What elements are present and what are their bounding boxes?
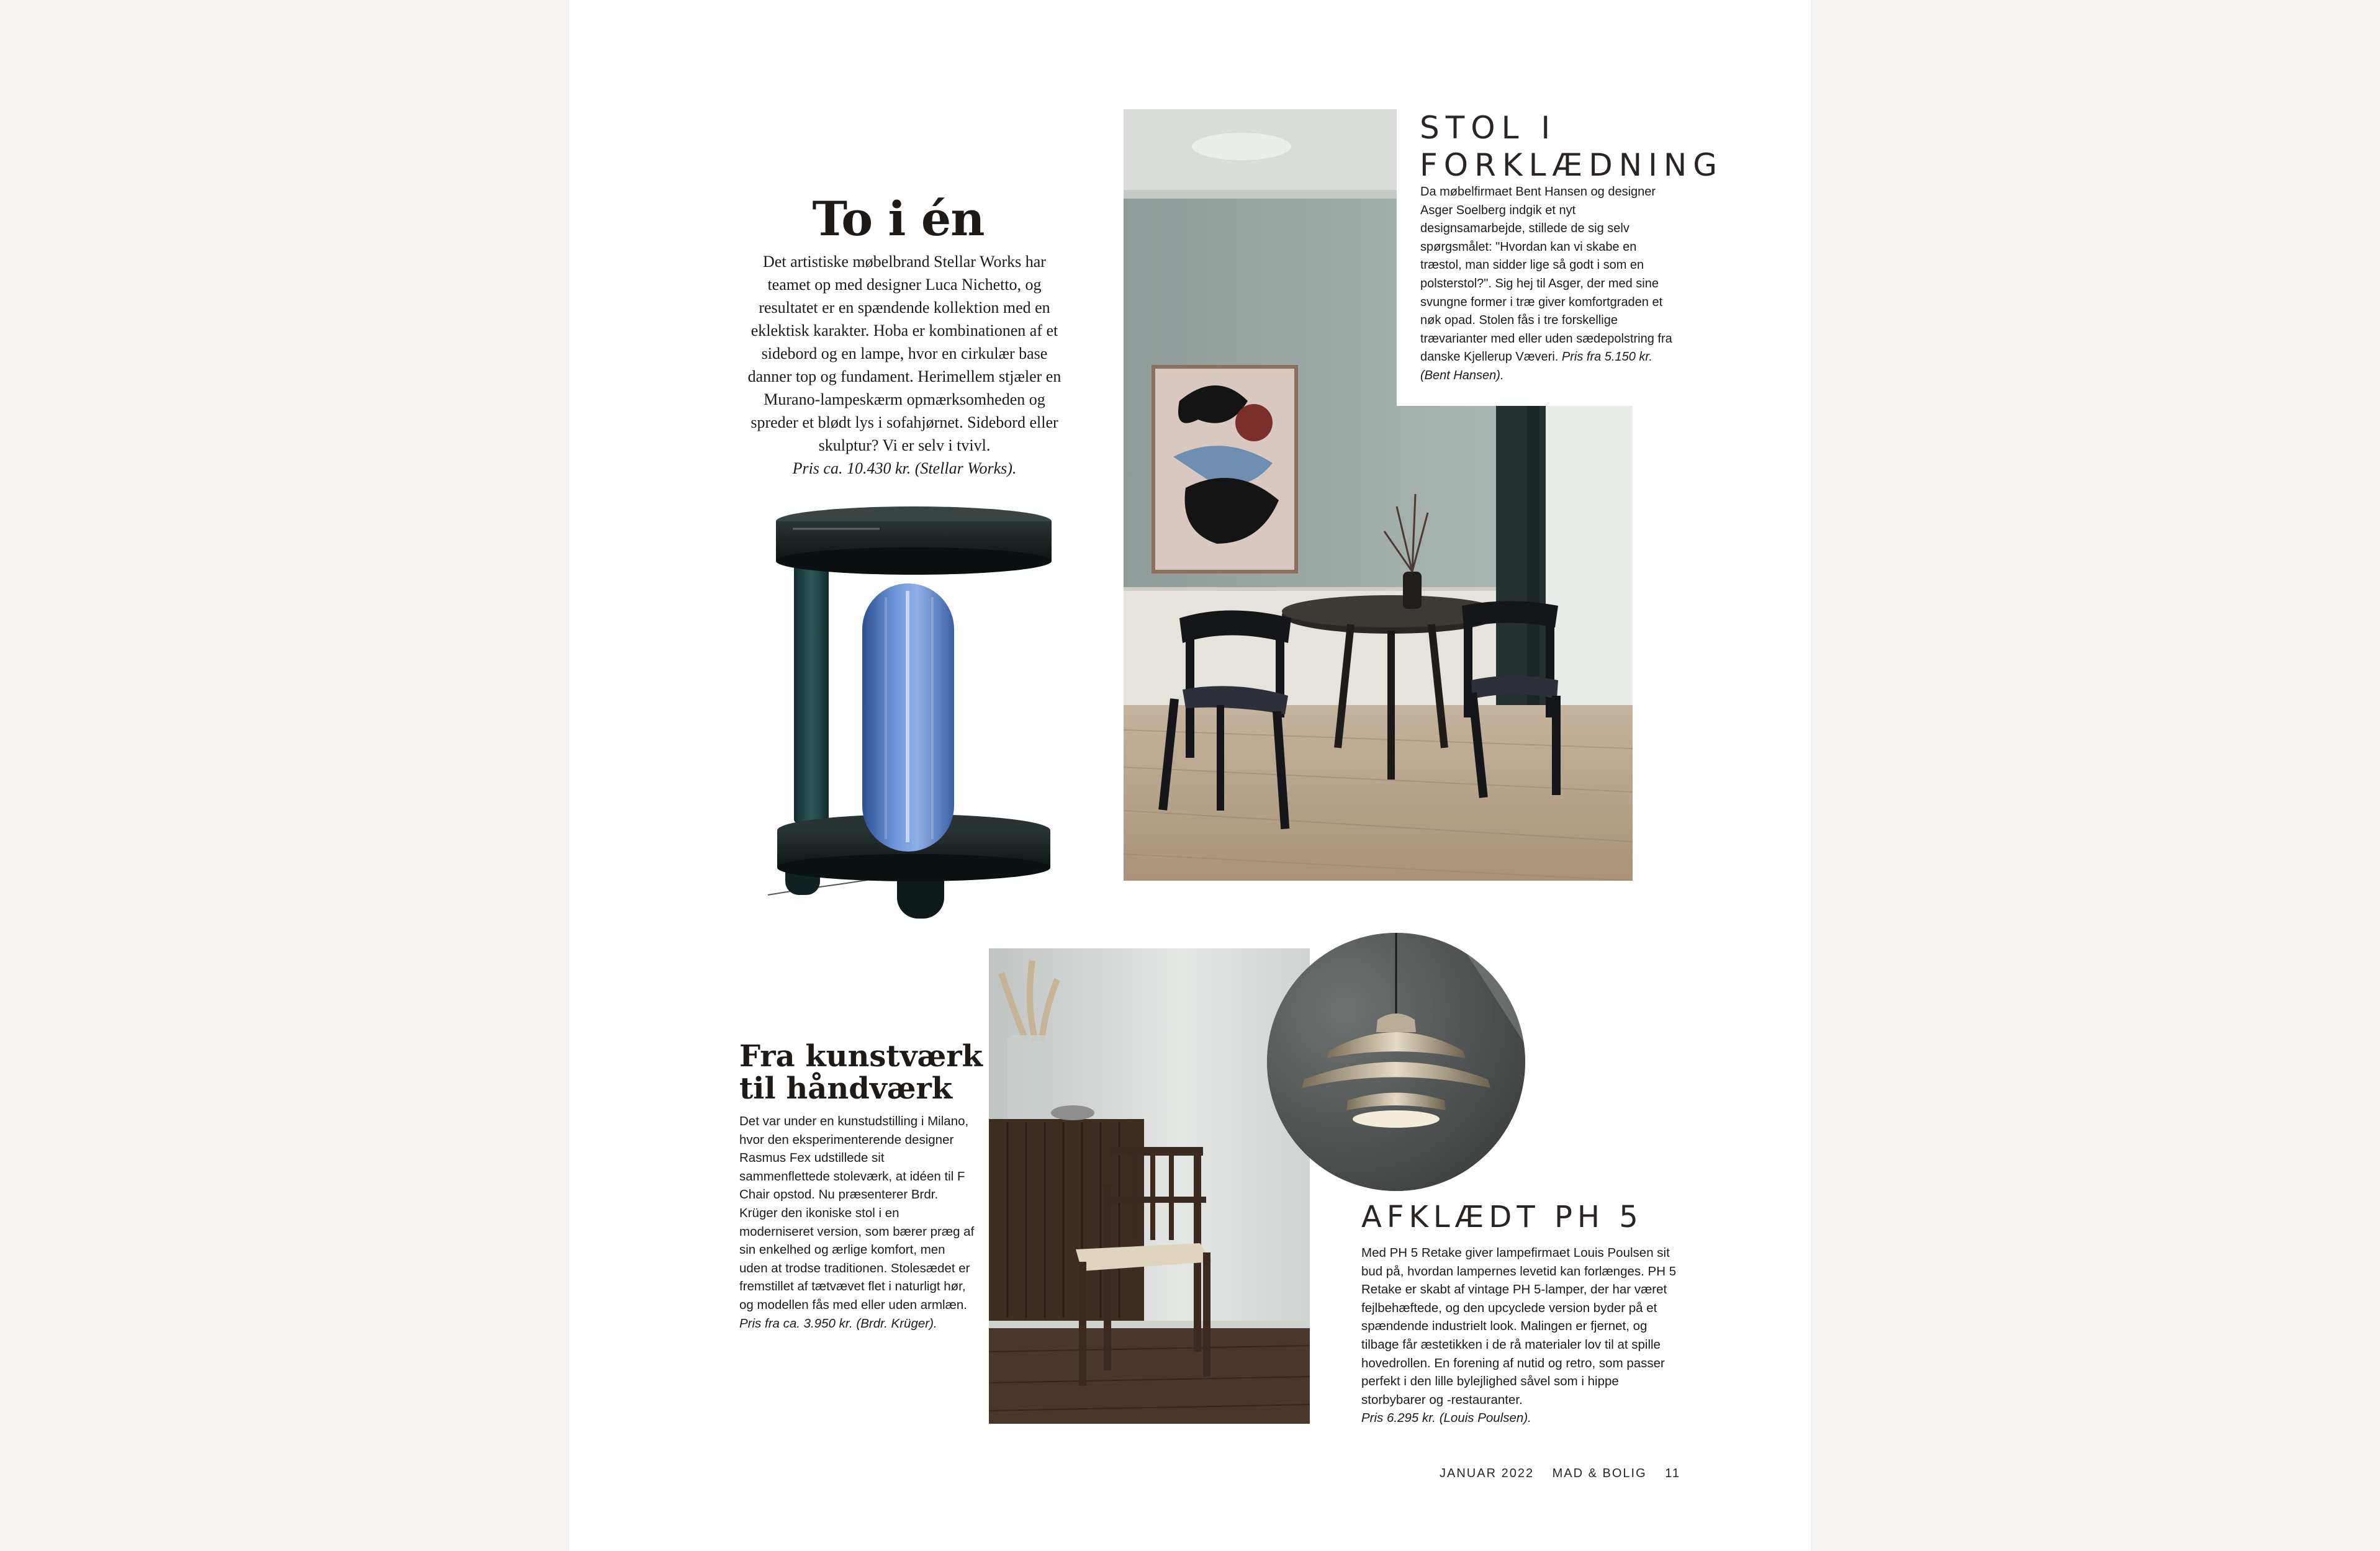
page-footer xyxy=(1296,1467,1680,1481)
article-title-stol-i-forklaedning: STOL I FORKLÆDNING xyxy=(1420,110,1724,183)
article-body-stol-i-forklaedning xyxy=(1420,183,1675,385)
price-afklaedt-ph5: Pris 6.295 kr. (Louis Poulsen). xyxy=(1361,1411,1531,1426)
ph5-lamp-photo xyxy=(1267,933,1525,1191)
article-title-fra-kunstvaerk: Fra kunstværk til håndværk xyxy=(739,1039,983,1106)
f-chair-photo xyxy=(989,948,1310,1424)
article-body-afklaedt-ph5 xyxy=(1361,1244,1678,1427)
article-title-to-i-en: To i én xyxy=(812,191,985,246)
article-text-to-i-en: Det artistiske møbelbrand Stellar Works har teamet op med designer Luca Nichetto, og resultatet er en spændende kollektion med en eklektisk karakter. Hoba er kombinationen af et sidebord og en lampe, hvor en cirkulær base danner top og fundament. Herimellem stjæler en Murano-lampeskærm opmærksomheden og spreder et blødt lys i sofahjørnet. Sidebord eller skulptur? Vi er selv i tvivl. xyxy=(747,253,1062,454)
magazine-page xyxy=(569,0,1811,1551)
price-to-i-en: Pris ca. 10.430 kr. (Stellar Works). xyxy=(792,459,1017,477)
article-body-to-i-en xyxy=(740,250,1069,480)
footer-magazine: MAD & BOLIG xyxy=(1552,1467,1647,1480)
article-title-afklaedt-ph5: AFKLÆDT PH 5 xyxy=(1361,1200,1643,1234)
article-body-fra-kunstvaerk xyxy=(739,1112,975,1333)
article-text-stol-i-forklaedning: Da møbelfirmaet Bent Hansen og designer Asger Soelberg indgik et nyt designsamarbejde, stillede de sig selv spørgsmålet: "Hvordan kan vi skabe en træstol, man sidder lige så godt i som en polsterstol?". Sig hej til Asger, der med sine svungne former i træ giver komfortgraden et nøk opad. Stolen fås i tre forskellige trævarianter med eller uden sædepolstring fra danske Kjellerup Væveri. xyxy=(1420,185,1672,364)
hoba-side-table-image xyxy=(755,504,1066,926)
footer-page-number: 11 xyxy=(1665,1467,1680,1480)
price-fra-kunstvaerk: Pris fra ca. 3.950 kr. (Brdr. Krüger). xyxy=(739,1316,937,1331)
price-stol-i-forklaedning: Pris fra 5.150 kr. (Bent Hansen). xyxy=(1420,350,1652,382)
footer-issue: JANUAR 2022 xyxy=(1440,1467,1535,1480)
article-text-afklaedt-ph5: Med PH 5 Retake giver lampefirmaet Louis Poulsen sit bud på, hvordan lampernes levetid kan forlænges. PH 5 Retake er skabt af vintage PH 5-lamper, der har været fejlbehæftede, og den upcyclede version byder på et spændende industrielt look. Malingen er fjernet, og tilbage får æstetikken i de rå materialer lov til at spille hovedrollen. En forening af nutid og retro, som passer perfekt i den lille bylejlighed såvel som i hippe storbybarer og -restauranter. xyxy=(1361,1246,1677,1407)
article-text-fra-kunstvaerk: Det var under en kunstudstilling i Milano, hvor den eksperimenterende designer Rasmus Fex udstillede sit sammenflettede stoleværk, at idéen til F Chair opstod. Nu præsenterer Brdr. Krüger den ikoniske stol i en moderniseret version, som bærer præg af sin enkelhed og ærlige komfort, men uden at trodse traditionen. Stolesædet er fremstillet af tætvævet flet i naturligt hør, og modellen fås med eller uden armlæn. xyxy=(739,1114,975,1312)
